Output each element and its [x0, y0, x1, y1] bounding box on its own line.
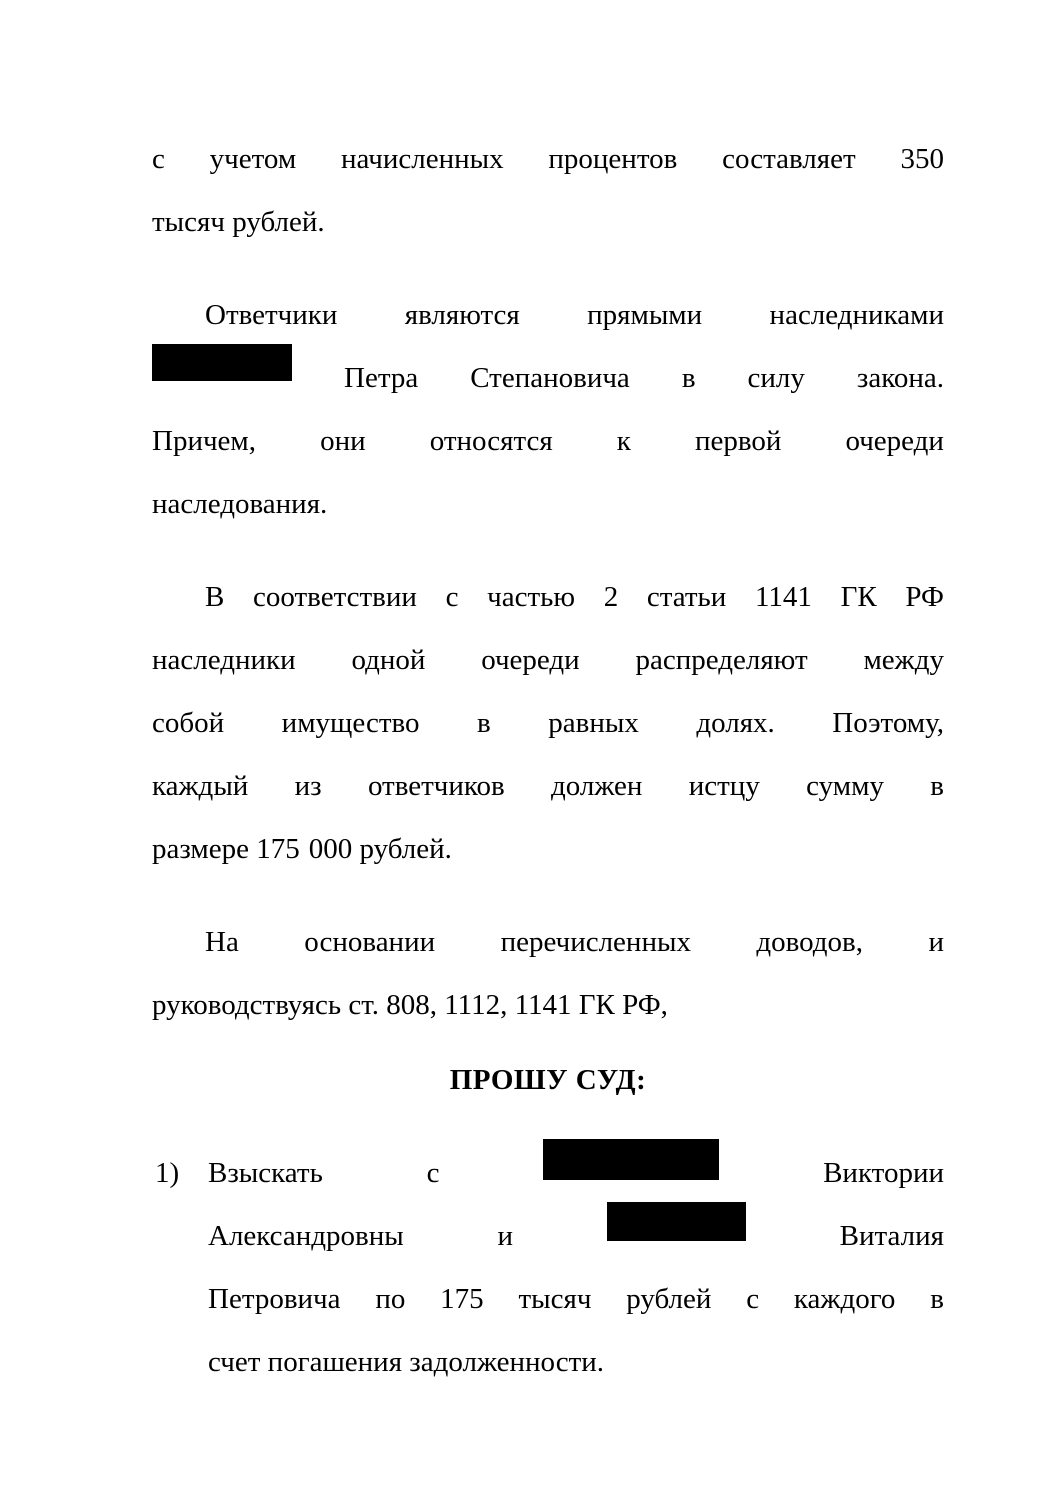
text-token: каждый [152, 770, 249, 802]
text-token: собой [152, 707, 225, 739]
paragraph-3-line-4 [152, 755, 944, 818]
text-token: соответствии [253, 581, 417, 613]
text-token: Александровны [208, 1220, 404, 1252]
redaction-bar-3 [607, 1202, 746, 1241]
text-token: учетом [209, 143, 297, 175]
text-token: процентов [548, 143, 678, 175]
text-token: доводов, [756, 926, 864, 958]
text-token: Степановича [470, 362, 630, 394]
text-token: закона. [856, 362, 944, 394]
text-token: составляет [722, 143, 856, 175]
paragraph-1-line-2: тысяч рублей. [152, 206, 325, 238]
paragraph-2-line-3 [152, 410, 944, 473]
text-token: между [863, 644, 944, 676]
text-token: Ответчики [205, 299, 338, 331]
text-token: с [746, 1283, 760, 1315]
text-token: одной [351, 644, 426, 676]
text-token: в [930, 770, 944, 802]
text-token: статьи [646, 581, 727, 613]
claim-1-line-2 [208, 1205, 944, 1268]
text-token: и [497, 1220, 514, 1252]
paragraph-2-line-4: наследования. [152, 488, 328, 520]
claim-1-line-4: счет погашения задолженности. [208, 1346, 605, 1378]
claim-1-line-3 [208, 1268, 944, 1331]
text-token: и [928, 926, 944, 958]
text-token: ответчиков [367, 770, 505, 802]
paragraph-1-line-1 [152, 128, 944, 191]
text-token: Виталия [839, 1220, 944, 1252]
text-token: долях. [696, 707, 775, 739]
text-token: Петровича [208, 1283, 341, 1315]
text-token: силу [747, 362, 805, 394]
text-token: по [375, 1283, 406, 1315]
text-token: перечисленных [500, 926, 691, 958]
text-token: 2 [603, 581, 619, 613]
paragraph-2-line-2 [152, 347, 944, 410]
paragraph-3-line-2 [152, 629, 944, 692]
section-heading-request: ПРОШУ СУД: [449, 1064, 647, 1096]
text-token: частью [487, 581, 576, 613]
text-token: с [445, 581, 459, 613]
text-token: 350 [900, 143, 944, 175]
text-token: Поэтому, [832, 707, 944, 739]
claim-marker: 1) [155, 1157, 180, 1189]
text-token: рублей [626, 1283, 712, 1315]
paragraph-4-line-1 [152, 911, 944, 974]
text-token: в [930, 1283, 944, 1315]
text-token: первой [694, 425, 782, 457]
paragraph-4-line-2: руководствуясь ст. 808, 1112, 1141 ГК РФ, [152, 989, 668, 1021]
text-token: должен [551, 770, 643, 802]
text-token: из [294, 770, 322, 802]
paragraph-2 [152, 284, 944, 536]
text-token: являются [404, 299, 520, 331]
text-token: 175 [440, 1283, 484, 1315]
paragraph-3-line-5 [152, 818, 944, 881]
amount-numeric-part2: 000 рублей. [308, 833, 452, 865]
text-token: тысяч [518, 1283, 592, 1315]
text-token: основании [304, 926, 436, 958]
text-token: наследниками [769, 299, 944, 331]
text-token: с [426, 1157, 440, 1189]
redaction-bar-2 [543, 1139, 719, 1180]
text-token: каждого [793, 1283, 896, 1315]
text-token: 1141 [754, 581, 812, 613]
paragraph-3 [152, 566, 944, 881]
redaction-bar-1 [152, 344, 292, 381]
text-token: Виктории [823, 1157, 944, 1189]
text-token: в [477, 707, 491, 739]
claim-1-line-1 [208, 1142, 944, 1205]
paragraph-4 [152, 911, 944, 1037]
text-token: истцу [688, 770, 760, 802]
claim-item-1 [152, 1142, 944, 1394]
text-token: В [205, 581, 225, 613]
text-token: Причем, [152, 425, 257, 457]
text-token: ГК [840, 581, 877, 613]
text-token: начисленных [341, 143, 504, 175]
text-token: наследники [152, 644, 296, 676]
text-token: к [616, 425, 631, 457]
text-token: имущество [281, 707, 420, 739]
text-token: очереди [481, 644, 580, 676]
text-token: относятся [429, 425, 553, 457]
text-token: они [320, 425, 366, 457]
text-token: РФ [905, 581, 944, 613]
text-token: Взыскать [208, 1157, 323, 1189]
text-token: равных [548, 707, 639, 739]
amount-numeric-part1: размере 175 [152, 833, 300, 865]
text-token: сумму [806, 770, 884, 802]
text-token: распределяют [635, 644, 808, 676]
text-token: с [152, 143, 165, 175]
text-token: очереди [845, 425, 944, 457]
paragraph-3-line-3 [152, 692, 944, 755]
text-token: Петра [344, 362, 419, 394]
claims-list [152, 1142, 944, 1394]
paragraph-3-line-1 [152, 566, 944, 629]
text-token: На [205, 926, 239, 958]
paragraph-1 [152, 128, 944, 254]
text-token: в [681, 362, 696, 394]
paragraph-2-line-1 [152, 284, 944, 347]
claim-item-1-text [208, 1142, 944, 1394]
document-body [152, 128, 944, 1394]
text-token: прямыми [587, 299, 703, 331]
